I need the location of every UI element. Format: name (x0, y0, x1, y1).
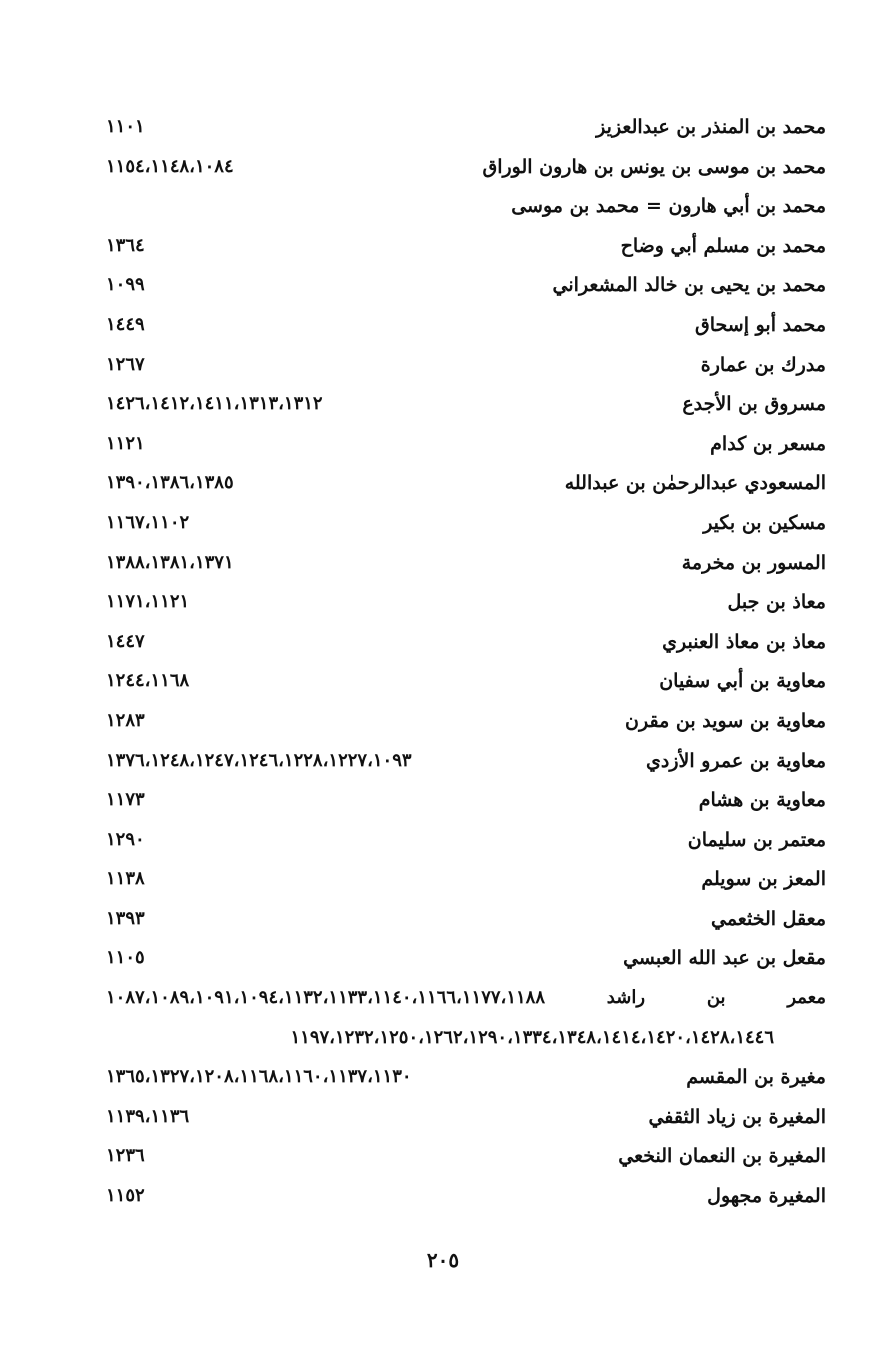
entry-name: معاذ بن معاذ العنبري (662, 630, 826, 653)
entry-refs: ١١٣٩،١١٣٦ (106, 1105, 190, 1127)
index-entry (100, 1139, 826, 1179)
entry-refs-continued: ١١٩٧،١٢٣٢،١٢٥٠،١٢٦٢،١٢٩٠،١٣٣٤،١٣٤٨،١٤١٤،١٤٢٠،١٤٢٨،١٤٤٦ (290, 1026, 774, 1048)
entry-refs: ١٤٤٧ (106, 630, 145, 652)
index-entry (100, 862, 826, 902)
entry-refs: ١١٠١ (106, 116, 145, 137)
entry-name: مدرك بن عمارة (700, 353, 826, 376)
entry-name: محمد بن مسلم أبي وضاح (620, 234, 826, 257)
entry-refs: ١١٣٨ (106, 868, 145, 890)
entry-name: معاوية بن سويد بن مقرن (625, 709, 826, 732)
entry-name: محمد بن يحيى بن خالد المشعراني (552, 274, 826, 297)
index-entry-continuation (100, 1021, 826, 1061)
index-entry (100, 704, 826, 744)
entry-name: محمد بن المنذر بن عبدالعزيز (596, 116, 826, 138)
index-entry (100, 664, 826, 704)
entry-name: مسروق بن الأجدع (682, 393, 826, 416)
entry-name: المعز بن سويلم (701, 868, 826, 891)
entry-refs: ١٤٤٩ (106, 313, 145, 335)
entry-name-with-refs: معمر بن راشد ١٠٨٧،١٠٨٩،١٠٩١،١٠٩٤،١١٣٢،١١٣٣،١١٤٠،١١٦٦،١١٧٧،١١٨٨ (106, 987, 826, 1009)
entry-name: المسعودي عبدالرحمٰن بن عبدالله (564, 472, 826, 495)
entry-refs: ١١٧١،١١٢١ (106, 591, 190, 613)
entry-name: معقل الخثعمي (710, 907, 826, 930)
entry-refs: ١١٠٥ (106, 947, 145, 969)
index-entry (100, 902, 826, 942)
index-entry (100, 189, 826, 229)
entry-refs: ١٤٢٦،١٤١٢،١٤١١،١٣١٣،١٣١٢ (106, 393, 323, 415)
entry-name: محمد بن موسى بن يونس بن هارون الوراق (482, 155, 826, 178)
entry-name: المسور بن مخرمة (681, 551, 826, 574)
entry-refs: ١٣٦٥،١٣٢٧،١٢٠٨،١١٦٨،١١٦٠،١١٣٧،١١٣٠ (106, 1066, 412, 1088)
entry-refs: ١٣٩٣ (106, 907, 145, 929)
entry-refs: ١٣٧٦،١٢٤٨،١٢٤٧،١٢٤٦،١٢٢٨،١٢٢٧،١٠٩٣ (106, 749, 412, 771)
entry-name: محمد أبو إسحاق (694, 313, 826, 336)
entry-refs: ١٣٩٠،١٣٨٦،١٣٨٥ (106, 472, 234, 494)
entry-refs: ١٣٦٤ (106, 234, 145, 256)
entry-name: مسكين بن بكير (703, 511, 826, 534)
index-entry (100, 308, 826, 348)
index-entry (100, 427, 826, 467)
index-entry (100, 941, 826, 981)
entry-refs: ١٣٨٨،١٣٨١،١٣٧١ (106, 551, 234, 573)
entry-refs: ١٢٣٦ (106, 1145, 145, 1167)
entry-refs: ١١٧٣ (106, 789, 145, 811)
index-entry-mamar (100, 981, 826, 1021)
index-entry (100, 625, 826, 665)
entry-name: محمد بن أبي هارون = محمد بن موسى (511, 195, 826, 218)
index-entry (100, 268, 826, 308)
entry-refs: ١٢٤٤،١١٦٨ (106, 670, 190, 692)
index-entry (100, 1100, 826, 1140)
entry-name: المغيرة بن زياد الثقفي (648, 1105, 826, 1128)
entry-refs: ١١٥٢ (106, 1185, 145, 1207)
entry-refs: ١٠٩٩ (106, 274, 145, 296)
entry-name: معاوية بن هشام (698, 789, 826, 812)
index-entry (100, 466, 826, 506)
entry-name: معاذ بن جبل (727, 591, 826, 614)
index-entry (100, 585, 826, 625)
index-entry (100, 744, 826, 784)
entry-name: المغيرة بن النعمان النخعي (618, 1145, 826, 1168)
index-entry (100, 348, 826, 388)
index-entry (100, 546, 826, 586)
entry-name: مقعل بن عبد الله العبسي (623, 947, 826, 970)
entry-refs: ١١٢١ (106, 432, 145, 454)
entry-refs: ١٢٩٠ (106, 828, 145, 850)
entry-name: مغيرة بن المقسم (686, 1066, 826, 1089)
entry-name: مسعر بن كدام (710, 432, 826, 455)
index-entry (100, 1060, 826, 1100)
index-entry (100, 229, 826, 269)
entry-name: معاوية بن عمرو الأزدي (646, 749, 826, 772)
entry-refs: ١١٦٧،١١٠٢ (106, 511, 190, 533)
entry-name: معتمر بن سليمان (687, 828, 826, 851)
index-entry (100, 1179, 826, 1219)
index-entry (100, 783, 826, 823)
index-entry (100, 110, 826, 150)
index-entry (100, 150, 826, 190)
entry-name: معاوية بن أبي سفيان (659, 670, 826, 693)
index-entry (100, 823, 826, 863)
entry-refs: ١١٥٤،١١٤٨،١٠٨٤ (106, 155, 234, 177)
entry-refs: ١٢٨٣ (106, 709, 145, 731)
index-entry (100, 387, 826, 427)
index-entry (100, 506, 826, 546)
entry-refs: ١٢٦٧ (106, 353, 145, 375)
page-number: ٢٠٥ (426, 1248, 460, 1272)
entry-name: المغيرة مجهول (707, 1185, 826, 1208)
name-index-list (100, 110, 826, 1219)
